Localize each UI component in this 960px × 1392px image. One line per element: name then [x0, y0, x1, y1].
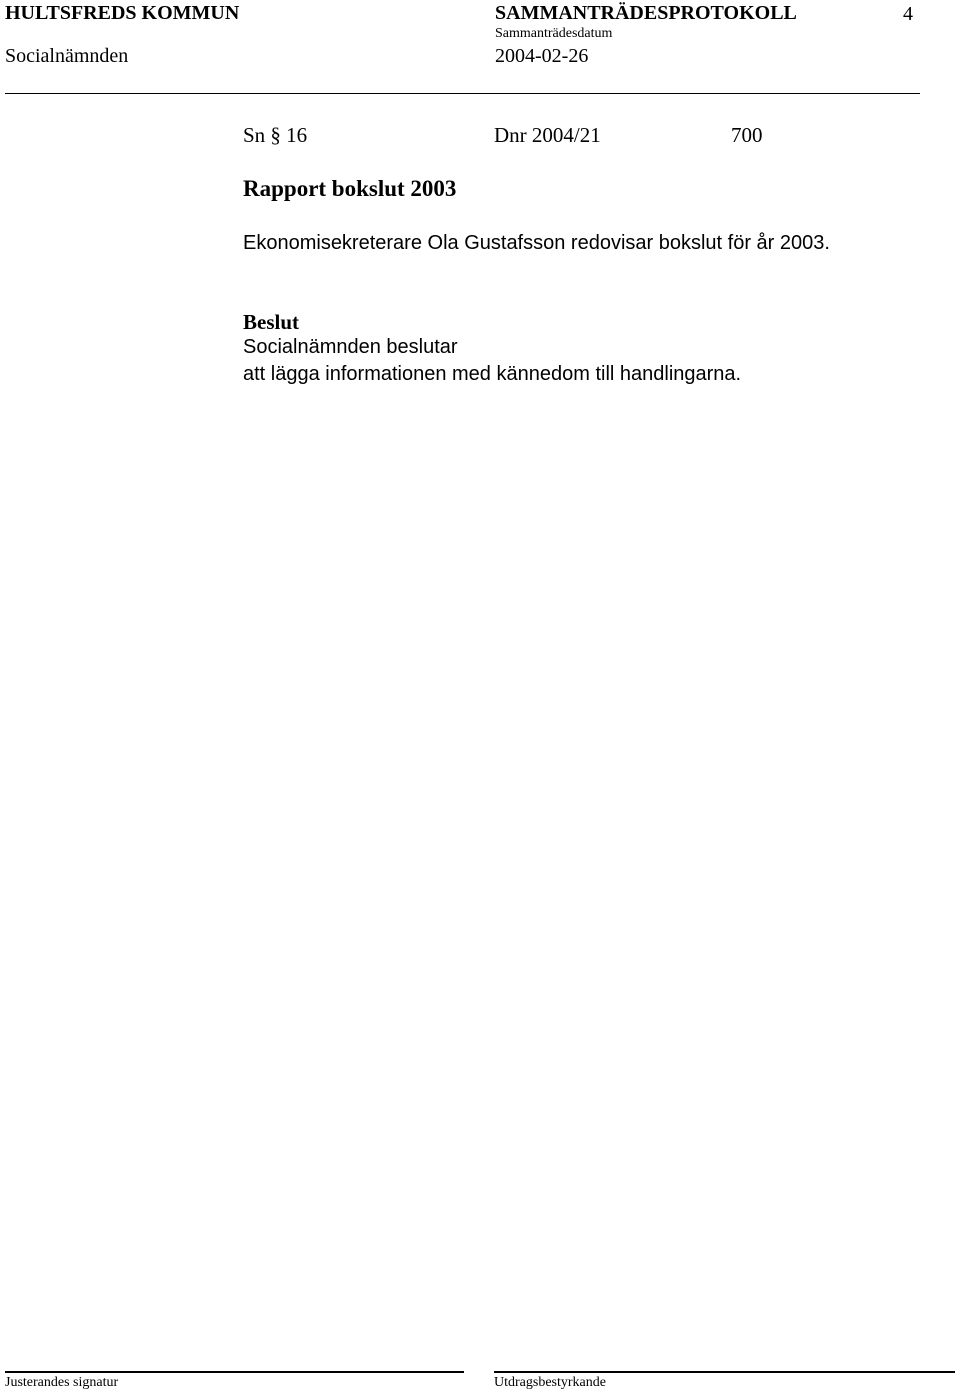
case-title: Rapport bokslut 2003: [243, 176, 457, 201]
document-type: SAMMANTRÄDESPROTOKOLL: [495, 2, 797, 24]
adjuster-signature-label: Justerandes signatur: [5, 1375, 119, 1390]
committee-name: Socialnämnden: [5, 45, 129, 67]
case-intro: Ekonomisekreterare Ola Gustafsson redovisar bokslut för år 2003.: [243, 232, 830, 254]
registration-number: Dnr 2004/21: [494, 123, 601, 147]
case-code: 700: [731, 123, 763, 147]
certification-line: [494, 1371, 955, 1373]
organization-name: HULTSFREDS KOMMUN: [5, 2, 240, 24]
page-number: 4: [903, 3, 913, 25]
header-divider: [5, 93, 920, 94]
decision-text-line: Socialnämnden beslutar: [243, 336, 458, 358]
meeting-date-label: Sammanträdesdatum: [495, 26, 613, 41]
decision-text-line: att lägga informationen med kännedom till handlingarna.: [243, 363, 742, 385]
section-reference: Sn § 16: [243, 123, 308, 147]
extract-certification-label: Utdragsbestyrkande: [494, 1375, 606, 1390]
meeting-date: 2004-02-26: [495, 45, 589, 67]
signature-line: [5, 1371, 464, 1373]
decision-heading: Beslut: [243, 310, 300, 334]
